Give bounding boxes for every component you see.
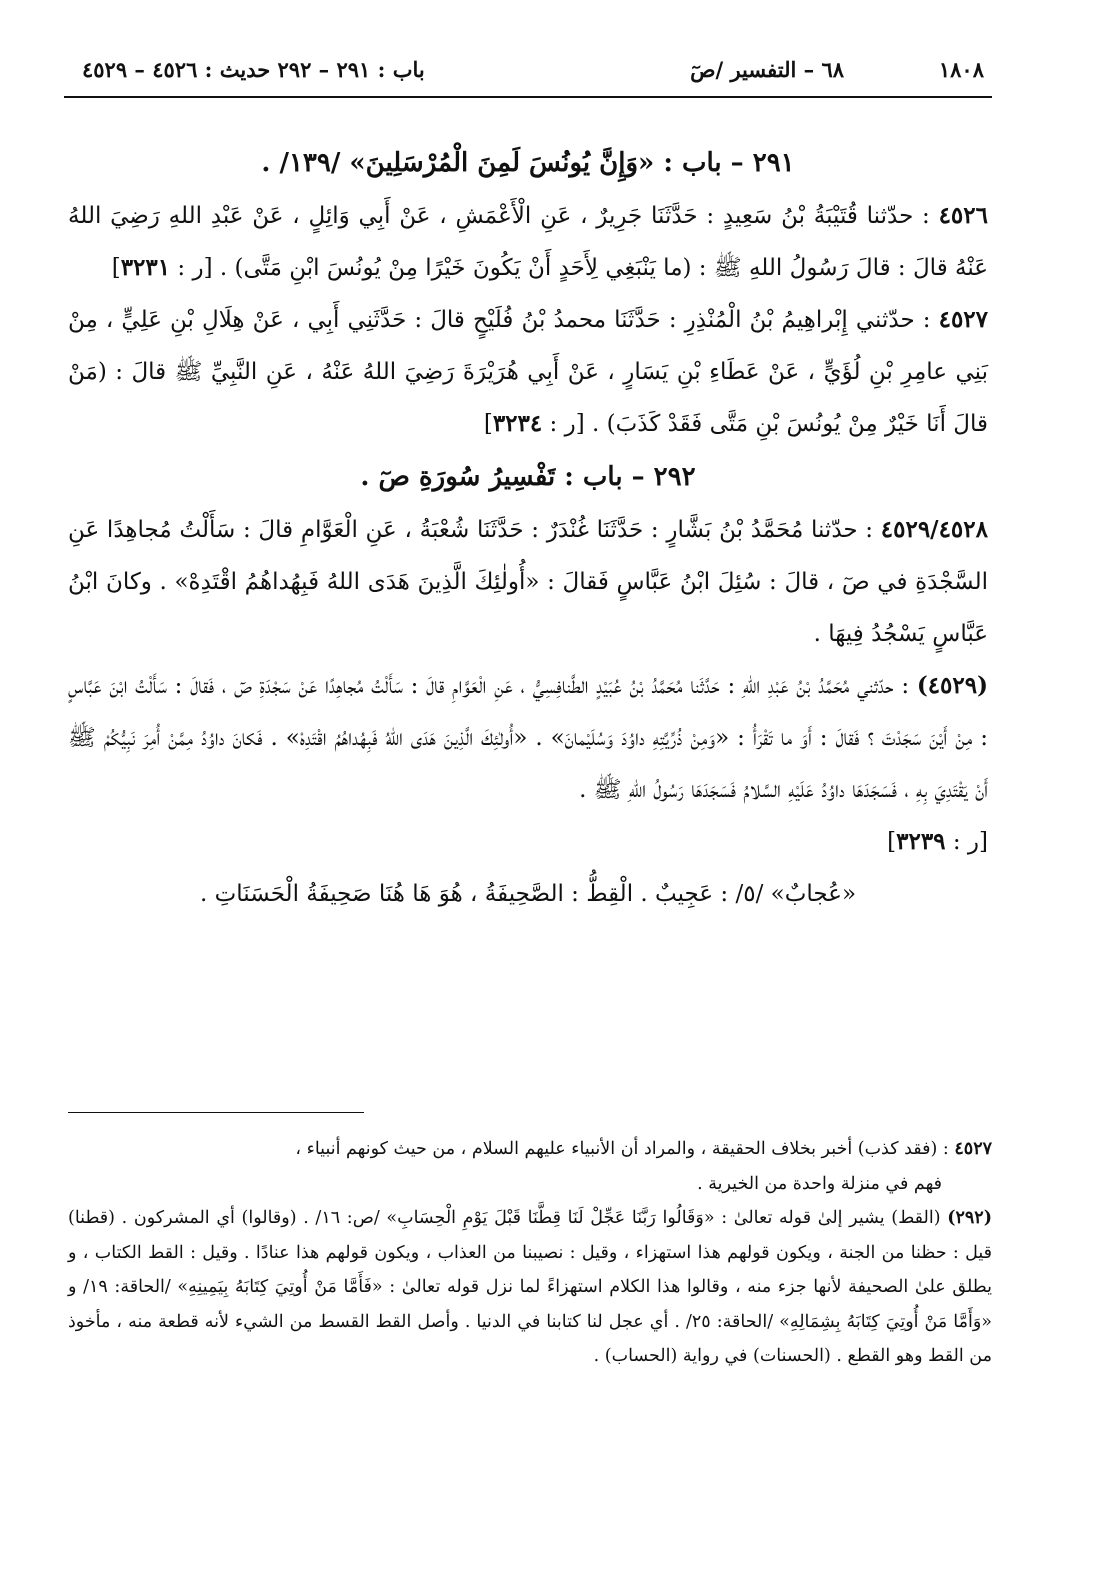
running-header <box>64 50 992 90</box>
footnote-number: ٤٥٢٧ <box>954 1139 992 1159</box>
footnote-4527 <box>68 1132 992 1167</box>
hadith-4529-reference <box>68 816 988 868</box>
bab-292-heading: ٢٩٢ – باب : تَفْسِيرُ سُورَةِ صٓ . <box>360 462 696 492</box>
footnote-4527-continued: فهم في منزلة واحدة من الخيرية . <box>697 1173 942 1194</box>
chapter-title: ٦٨ – التفسير /صٓ <box>690 57 844 82</box>
hadith-4526 <box>68 190 988 294</box>
footnote-text: (القط) يشير إلىٰ قوله تعالىٰ : «وَقَالُوا رَبَّنَا عَجِّلْ لَنَا قِطَّنَا قَبْلَ يَوْمِ الْحِسَابِ» /ص: ١٦/ . (وقالوا) أي المشركون . (قطنا) قيل : حظنا من الجنة ، ويكون قولهم هذا استهزاء ، وقيل : نصيبنا من العذاب ، ويكون قولهم هذا عنادًا . وقيل : القط الكتاب ، و يطلق علىٰ الصحيفة لأنها جزء منه ، وقالوا هذا الكلام استهزاءً لما نزل قوله تعالىٰ : «فَأَمَّا مَنْ أُوتِيَ كِتَابَهُ بِيَمِينِهِ» /الحاقة: ١٩/ و «وَأَمَّا مَنْ أُوتِيَ كِتَابَهُ بِشِمَالِهِ» /الحاقة: ٢٥/ . أي عجل لنا كتابنا في الدنيا . وأصل القط القسط من الشيء لأنه قطعة منه ، مأخوذ من القط وهو القطع . (الحسنات) في رواية (الحساب) . <box>68 1208 992 1366</box>
page-number: ١٨٠٨ <box>938 57 984 82</box>
header-divider <box>64 96 992 98</box>
hadith-4528 <box>68 504 988 660</box>
section-reference: باب : ٢٩١ – ٢٩٢ حديث : ٤٥٢٦ – ٤٥٢٩ <box>82 57 425 82</box>
hadith-4527 <box>68 294 988 450</box>
hadith-text: : حدّثني مُحَمَّدُ بْنُ عَبْدِ اللهِ : حَدَّثَنا مُحَمَّدُ بْنُ عُبَيْدٍ الطَّنافِسِيُّ ، عَنِ الْعَوَّامِ قالَ : سَأَلْتُ مُجاهِدًا عَنْ سَجْدَةِ صٓ ، فَقالَ : سَأَلْتُ ابْنَ عَبَّاسٍ : مِنْ أَيْنَ سَجَدْتَ ؟ فَقالَ : أَوَ ما تَقْرَأُ : «وَمِنْ ذُرِّيَّتِهِ داوُدَ وَسُلَيْمانَ» . «أُولٰئِكَ الَّذِينَ هَدَى اللهُ فَبِهُداهُمُ اقْتَدِهْ» . فَكانَ داوُدُ مِمَّنْ أُمِرَ نَبِيُّكُمْ ﷺ أَنْ يَقْتَدِيَ بِهِ ، فَسَجَدَهَا داوُدُ عَلَيْهِ السَّلامُ فَسَجَدَهَا رَسُولُ اللهِ ﷺ . <box>68 673 988 803</box>
hadith-number: ٤٥٢٧ <box>938 306 989 333</box>
footnote-number: (٢٩٢) <box>947 1208 992 1228</box>
hadith-number: ٤٥٢٦ <box>938 202 988 229</box>
hadith-number: ٤٥٢٩/٤٥٢٨ <box>880 516 988 543</box>
hadith-text: : حدّثنا مُحَمَّدُ بْنُ بَشَّارٍ : حَدَّثَنَا غُنْدَرٌ : حَدَّثَنَا شُعْبَةُ ، عَنِ الْعَوَّامِ قالَ : سَأَلْتُ مُجاهِدًا عَنِ السَّجْدَةِ في صٓ ، قالَ : سُئِلَ ابْنُ عَبَّاسٍ فَقالَ : «أُولٰئِكَ الَّذِينَ هَدَى اللهُ فَبِهُداهُمُ اقْتَدِهْ» . وكانَ ابْنُ عَبَّاسٍ يَسْجُدُ فِيهَا . <box>68 517 988 647</box>
hadith-4529 <box>68 660 988 816</box>
cross-reference: [ر : ٣٢٣١] <box>111 254 213 281</box>
word-definition: «عُجابٌ» /٥/ : عَجِيبٌ . الْقِطُّ : الصَّحِيفَةُ ، هُوَ هَا هُنَا صَحِيفَةُ الْحَسَنَاتِ . <box>199 881 857 907</box>
footnote-text: : (فقد كذب) أخبر بخلاف الحقيقة ، والمراد أن الأنبياء عليهم السلام ، من حيث كونهم أنبياء ، <box>295 1139 949 1159</box>
cross-reference: [ر : ٣٢٣٤] <box>483 410 585 437</box>
main-text <box>68 136 988 920</box>
hadith-text: : حدّثني إِبْراهِيمُ بْنُ الْمُنْذِرِ : حَدَّثَنَا محمدُ بْنُ فُلَيْحٍ قالَ : حَدَّثَنِي أَبِي ، عَنْ هِلَالِ بْنِ عَلِيٍّ ، مِنْ بَنِي عامِرِ بْنِ لُؤَيٍّ ، عَنْ عَطَاءِ بْنِ يَسَارٍ ، عَنْ أَبِي هُرَيْرَةَ رَضِيَ اللهُ عَنْهُ ، عَنِ النَّبِيِّ ﷺ قالَ : (مَنْ قالَ أَنَا خَيْرٌ مِنْ يُونُسَ بْنِ مَتَّى فَقَدْ كَذَبَ) . <box>68 307 988 437</box>
hadith-text: : حدّثنا قُتَيْبَةُ بْنُ سَعِيدٍ : حَدَّثَنَا جَرِيرٌ ، عَنِ الْأَعْمَشِ ، عَنْ أَبِي وَائِلٍ ، عَنْ عَبْدِ اللهِ رَضِيَ اللهُ عَنْهُ قالَ : قالَ رَسُولُ اللهِ ﷺ : (ما يَنْبَغِي لِأَحَدٍ أَنْ يَكُونَ خَيْرًا مِنْ يُونُسَ ابْنِ مَتَّى) . <box>68 203 988 281</box>
footnote-divider <box>68 1112 364 1113</box>
footnote-292 <box>68 1201 992 1374</box>
cross-reference: [ر : ٣٢٣٩] <box>887 828 988 855</box>
hadith-number: (٤٥٢٩) <box>916 672 989 699</box>
footnotes <box>68 1132 992 1374</box>
bab-291-heading: ٢٩١ – باب : «وَإِنَّ يُونُسَ لَمِنَ الْمُرْسَلِينَ» /١٣٩/ . <box>261 148 795 178</box>
book-page <box>64 0 992 1587</box>
